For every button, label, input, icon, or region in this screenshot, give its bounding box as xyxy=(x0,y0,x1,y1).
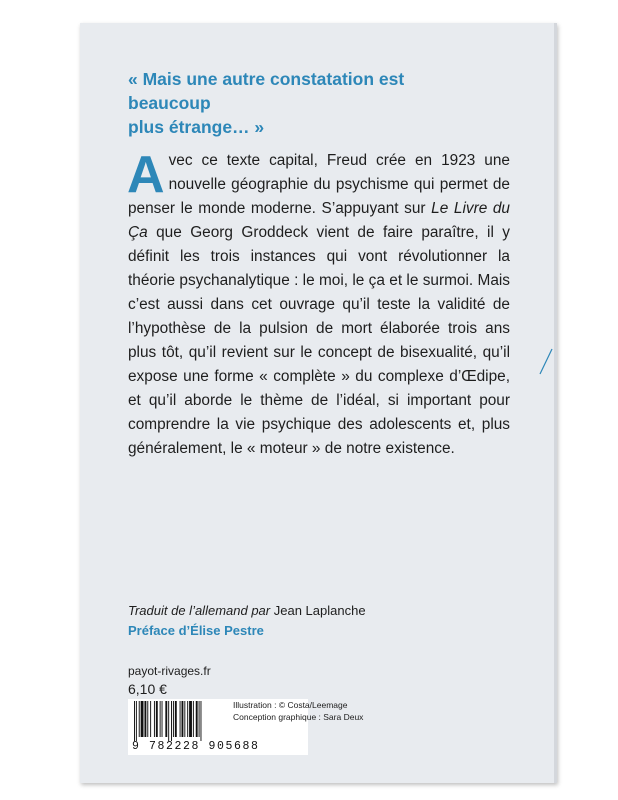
barcode-bars xyxy=(134,701,229,741)
barcode-bar xyxy=(187,701,188,737)
accent-line-svg xyxy=(538,319,558,379)
barcode-bar xyxy=(184,701,185,737)
barcode-bar xyxy=(134,701,135,741)
translator-label: Traduit de l’allemand par xyxy=(128,603,271,618)
design-credit: Conception graphique : Sara Deux xyxy=(233,712,364,722)
barcode-bar xyxy=(139,701,140,737)
translator-name: Jean Laplanche xyxy=(273,603,366,618)
illustration-credit: Illustration : © Costa/Leemage xyxy=(233,700,348,710)
preface-credit: Préface d’Élise Pestre xyxy=(128,623,264,638)
barcode-bar xyxy=(168,701,169,741)
barcode-bar xyxy=(196,701,198,737)
pull-quote-line-1: « Mais une autre constatation est beaucoup xyxy=(128,69,405,113)
blurb-part-1: vec ce texte capital, Freud crée en 1923 une nouvelle géographie du psychisme qui permet de penser le monde moderne. S’appuyant sur xyxy=(128,152,510,217)
pull-quote-line-2: plus étrange… » xyxy=(128,117,265,137)
barcode-bar xyxy=(193,701,194,737)
drop-cap: A xyxy=(127,146,165,204)
barcode-bar xyxy=(144,701,146,737)
blurb-part-2: que Georg Groddeck vient de faire paraître, il y définit les trois instances qui vont révolutionner la théorie psychanalytique : le moi, le ça et le surmoi. Mais c’est aussi dans cet ouvrage qu’il teste la validité de l’hypothèse de la pulsion de mort élaborée trois ans plus tôt, qu’il revient sur le concept de bisexualité, qu’il expose une forme « complète » du complexe d’Œdipe, et qu’il aborde le thème de l’idéal, si important pour comprendre la vie psychique des adolescents et, plus généralement, le « moteur » de notre existence. xyxy=(128,224,510,457)
barcode-bar xyxy=(156,701,158,737)
book-title-reference: Le Livre du Ça xyxy=(128,200,510,241)
barcode-bar xyxy=(182,701,184,737)
barcode-bar xyxy=(147,701,148,737)
barcode-bar xyxy=(160,701,161,737)
barcode-bar xyxy=(175,701,177,737)
barcode-bar xyxy=(162,701,163,737)
barcode-bar xyxy=(171,701,172,741)
price-label: 6,10 € xyxy=(128,681,167,697)
barcode-bar xyxy=(136,701,137,741)
blurb-paragraph xyxy=(127,146,510,461)
barcode-bar xyxy=(173,701,174,737)
book-back-cover xyxy=(80,23,557,783)
barcode-bar xyxy=(189,701,192,737)
barcode-bar xyxy=(199,701,200,737)
translator-credit xyxy=(128,603,366,618)
barcode-bar xyxy=(180,701,181,737)
barcode-bar xyxy=(154,701,155,737)
barcode-bar xyxy=(201,701,202,741)
barcode-bar xyxy=(150,701,151,737)
barcode-bar xyxy=(165,701,167,737)
illustration-credits xyxy=(233,699,363,723)
pull-quote xyxy=(128,67,488,139)
barcode-bar xyxy=(141,701,144,737)
publisher-website: payot-rivages.fr xyxy=(128,664,211,678)
isbn-number: 9 782228 905688 xyxy=(132,740,260,753)
